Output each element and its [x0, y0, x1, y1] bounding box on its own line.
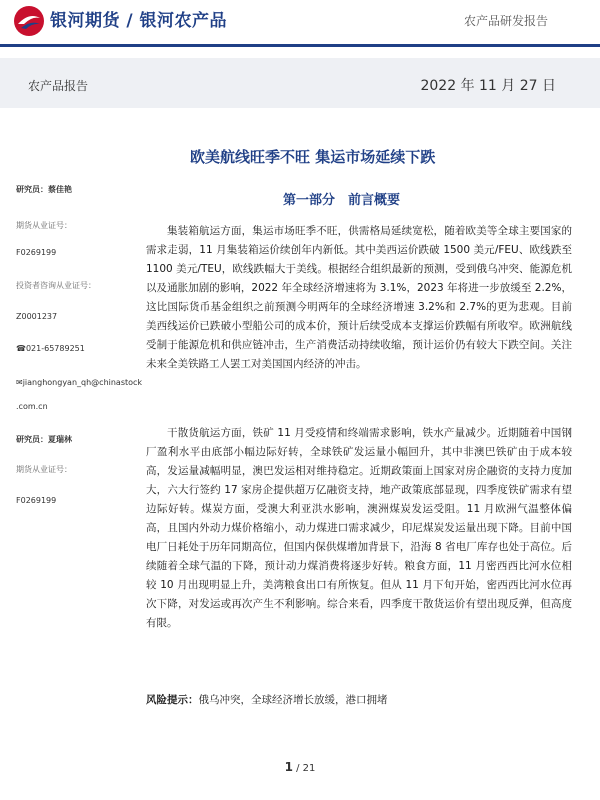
paragraph-text: 干散货航运方面，铁矿 11 月受疫情和终端需求影响，铁水产量减少。近期随着中国钢厂盈利水平由底部小幅边际好转，全球铁矿发运量小幅回升，其中非澳巴铁矿由于成本较高，发运量减幅明显，澳巴发运相对维持稳定。近期政策面上国家对房企融资的支持力度加大，六大行签约 17 家房企提供超万亿融资支持，地产政策底部显现，四季度铁矿需求有望边际好转。煤炭方面，受澳大利亚洪水影响，澳洲煤炭发运受阻。11 月欧洲气温整体偏高，且国内外动力煤价格缩小，动力煤进口需求减少，印尼煤炭发运量出现下降。目前中国电厂日耗处于历年同期高位，但国内保供煤增加背景下，沿海 8 省电厂库存也处于高位。后续随着全球气温的下降，预计动力煤消费将逐步好转。粮食方面，11 月密西西比河水位相较 10 月出现明显上升，美湾粮食出口有所恢复。但从 11 月下旬开始，密西西比河水位再次下降，对发运或再次产生不利影响。综合来看，四季度干散货运价有望出现反弹，但高度有限。	[146, 427, 572, 629]
report-title: 欧美航线旺季不旺 集运市场延续下跌	[190, 148, 436, 166]
researcher-1-invest: Z0001237	[16, 312, 58, 321]
report-date: 2022 年 11 月 27 日	[420, 78, 556, 94]
researcher-2-cert-label: 期货从业证号：	[16, 465, 72, 474]
report-type: 农产品报告	[28, 79, 89, 93]
total-pages: / 21	[296, 763, 316, 774]
galaxy-logo-icon	[12, 4, 46, 38]
page-number	[0, 760, 600, 774]
summary-paragraph-1	[146, 222, 572, 374]
researcher-1-cert-label: 期货从业证号：	[16, 221, 72, 230]
risk-label: 风险提示：	[146, 694, 199, 706]
report-category: 农产品研发报告	[463, 14, 548, 28]
brand-name: 银河期货 / 银河农产品	[50, 11, 228, 31]
researcher-1: 研究员：蔡佳艳	[16, 185, 72, 194]
researcher-1-cert: F0269199	[16, 248, 57, 257]
researcher-2: 研究员：夏瑞林	[16, 435, 72, 444]
email-link-cont[interactable]: .com.cn	[16, 402, 48, 411]
summary-paragraph-2	[146, 424, 572, 633]
phone: ☎021-65789251	[16, 344, 85, 353]
section-title: 第一部分 前言概要	[283, 193, 401, 208]
current-page: 1	[284, 760, 293, 774]
researcher-2-cert: F0269199	[16, 496, 57, 505]
top-header	[0, 0, 600, 50]
risk-text: 俄乌冲突，全球经济增长放缓，港口拥堵	[198, 694, 388, 706]
paragraph-text: 集装箱航运方面，集运市场旺季不旺，供需格局延续宽松，随着欧美等全球主要国家的需求走弱，11 月集装箱运价续创年内新低。其中美西运价跌破 1500 美元/FEU、欧线跌至 1100 美元/TEU，欧线跌幅大于美线。根据经合组织最新的预测，受到俄乌冲突、能源危机以及通胀加剧的影响，2022 年全球经济增速将为 3.1%，2023 年将进一步放缓至 2.2%，这比国际货币基金组织之前预测今明两年的全球经济增速 3.2%和 2.7%的更为悲观。目前美西线运价已跌破小型船公司的成本价，预计后续受成本支撑运价跌幅有所收窄。欧洲航线受制于能源危机和供应链冲击，生产消费活动持续收缩，预计运价仍有较大下跌空间。关注未来全美铁路工人罢工对美国国内经济的冲击。	[146, 225, 572, 370]
email-link[interactable]: ✉jianghongyan_qh@chinastock	[16, 378, 143, 387]
risk-warning	[146, 692, 388, 707]
header-divider	[0, 44, 600, 47]
researcher-1-invest-label: 投资者咨询从业证号：	[16, 281, 96, 290]
